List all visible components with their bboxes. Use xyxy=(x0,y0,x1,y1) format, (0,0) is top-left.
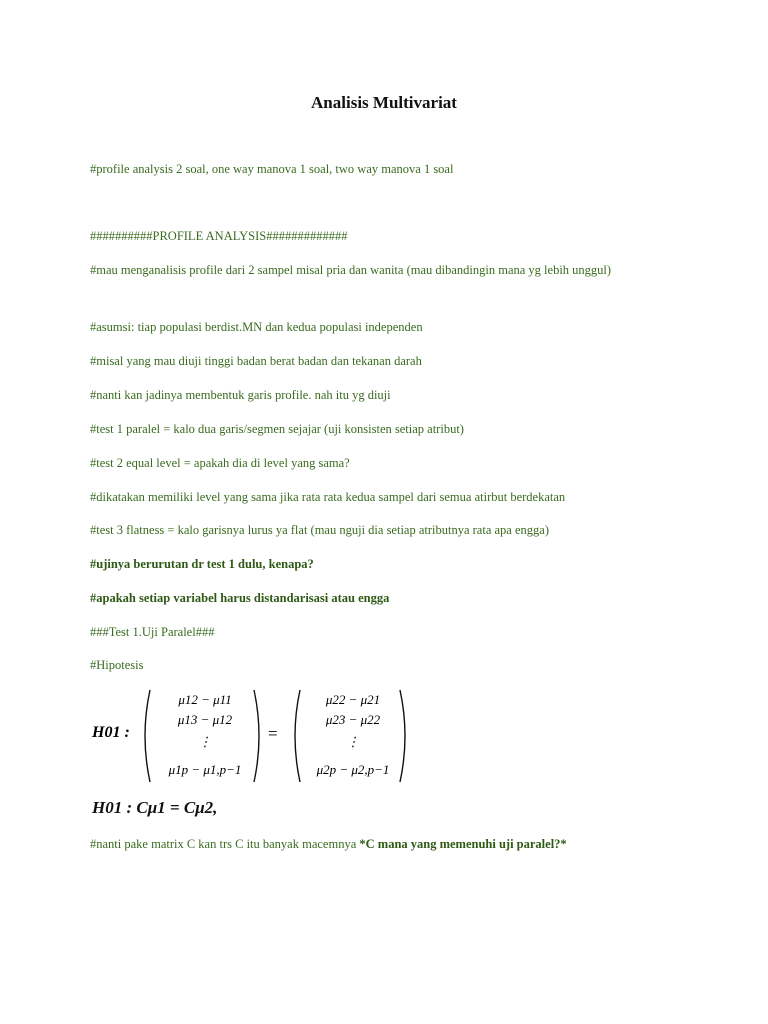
matrix-entry: μ23 − μ22 xyxy=(325,712,381,727)
text-line: #profile analysis 2 soal, one way manova 1 soal, two way manova 1 soal xyxy=(90,162,454,176)
text-plain: #nanti pake matrix C kan trs C itu banyak macemnya xyxy=(90,837,360,851)
matrix-entry: μ22 − μ21 xyxy=(325,692,381,707)
text-line xyxy=(90,832,680,856)
text-line: #test 2 equal level = apakah dia di level yang sama? xyxy=(90,456,350,470)
subsection-heading: ###Test 1.Uji Paralel### xyxy=(90,625,215,639)
equals-sign: = xyxy=(268,724,278,743)
text-highlight: *C mana yang memenuhi uji paralel?* xyxy=(359,837,567,851)
text-line: #dikatakan memiliki level yang sama jika rata rata kedua sampel dari semua atirbut berdekatan xyxy=(90,490,566,504)
h01-label: H01 : xyxy=(92,724,130,741)
matrix-entry: μ2p − μ2,p−1 xyxy=(316,762,390,777)
section-heading: ##########PROFILE ANALYSIS############# xyxy=(90,229,348,243)
matrix-entry: μ13 − μ12 xyxy=(177,712,233,727)
matrix-entry: ⋮ xyxy=(346,734,360,749)
text-line: #test 3 flatness = kalo garisnya lurus ya flat (mau nguji dia setiap atributnya rata apa engga) xyxy=(90,523,549,537)
text-line: #Hipotesis xyxy=(90,658,144,672)
text-line: #asumsi: tiap populasi berdist.MN dan kedua populasi independen xyxy=(90,320,423,334)
matrix-entry: μ12 − μ11 xyxy=(178,692,232,707)
question-line: #ujinya berurutan dr test 1 dulu, kenapa? xyxy=(90,557,314,571)
page-title: Analisis Multivariat xyxy=(311,93,457,112)
hypothesis-matrix-equation xyxy=(92,688,422,784)
right-matrix xyxy=(298,688,408,784)
question-line: #apakah setiap variabel harus distandarisasi atau engga xyxy=(90,591,390,605)
text-line: #nanti kan jadinya membentuk garis profile. nah itu yg diuji xyxy=(90,388,391,402)
hypothesis-compact-equation: H01 : Cμ1 = Cμ2, xyxy=(92,798,218,817)
matrix-entry: μ1p − μ1,p−1 xyxy=(168,762,242,777)
right-paren-icon xyxy=(252,688,266,784)
right-paren-icon xyxy=(398,688,412,784)
text-line: #mau menganalisis profile dari 2 sampel misal pria dan wanita (mau dibandingin mana yg lebih unggul) xyxy=(90,263,612,277)
text-line: #test 1 paralel = kalo dua garis/segmen sejajar (uji konsisten setiap atribut) xyxy=(90,422,464,436)
text-line: #misal yang mau diuji tinggi badan berat badan dan tekanan darah xyxy=(90,354,422,368)
left-matrix xyxy=(150,688,260,784)
matrix-entry: ⋮ xyxy=(198,734,212,749)
